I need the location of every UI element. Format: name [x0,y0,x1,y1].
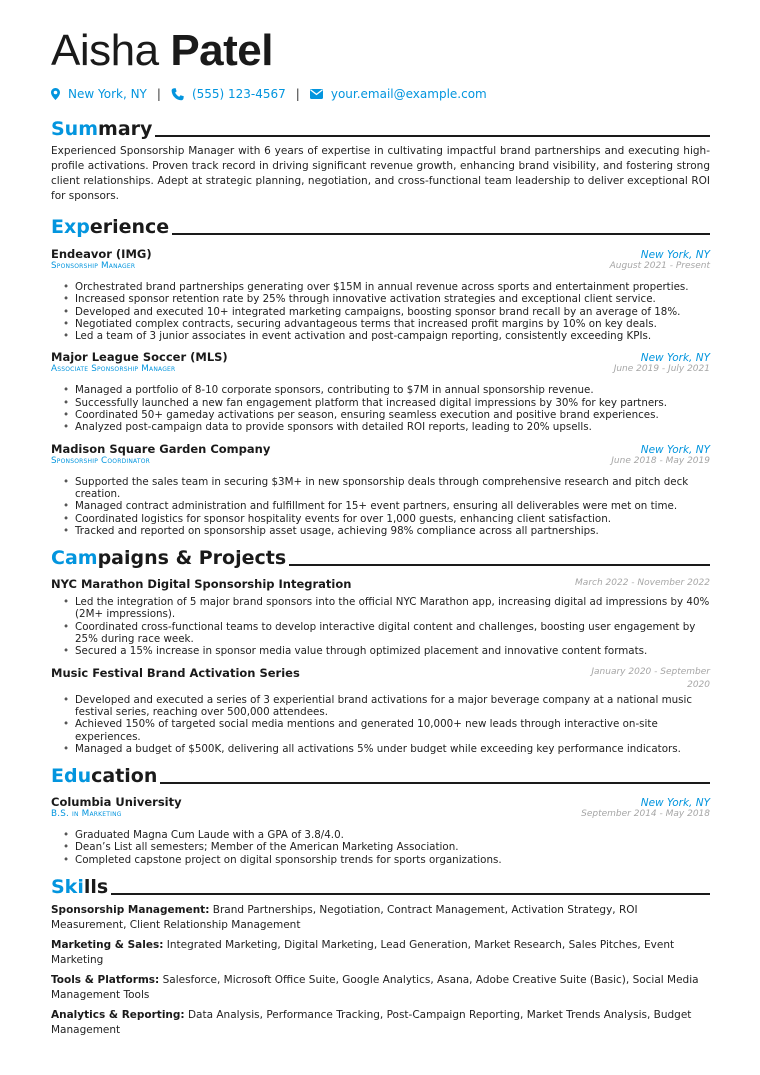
phone-text: (555) 123-4567 [191,87,286,101]
bullet-item: • Coordinated 50+ gameday activations per season, ensuring seamless execution and positive brand experiences. [51,409,710,421]
bullet-item: • Managed contract administration and fulfillment for 15+ event partners, ensuring all deliverables were met on time. [51,500,710,512]
contact-phone[interactable] [171,87,286,101]
first-name: Aisha [51,26,159,75]
skill-row [51,973,710,1003]
bullet-list [51,829,710,866]
job-title: Sponsorship Coordinator [51,455,151,466]
bullet-item: • Achieved 150% of targeted social media mentions and generated 10,000+ new leads through interactive on-site experiences. [51,718,710,743]
location-text: New York, NY [68,87,147,101]
skill-value: Data Analysis, Performance Tracking, Post-Campaign Reporting, Market Trends Analysis, Budget Management [51,1009,692,1037]
section-rule [289,564,710,566]
project-name: Music Festival Brand Activation Series [51,665,300,680]
skill-label: Sponsorship Management: [51,904,210,917]
bullet-item: • Coordinated logistics for sponsor hospitality events for over 1,000 guests, enhancing client satisfaction. [51,513,710,525]
degree: B.S. in Marketing [51,809,122,820]
bullet-item: • Negotiated complex contracts, securing advantageous terms that increased profit margins by 10% on key deals. [51,318,710,330]
employer-name: Madison Square Garden Company [51,441,271,456]
project-entry [51,666,710,755]
job-title: Sponsorship Manager [51,261,136,271]
project-name: NYC Marathon Digital Sponsorship Integration [51,577,352,592]
last-name: Patel [170,26,273,75]
phone-icon [171,88,184,101]
contact-separator: | [295,87,300,101]
bullet-list [51,476,710,537]
job-dates: June 2018 - May 2019 [611,455,710,466]
bullet-item: • Successfully launched a new fan engagement platform that increased digital impressions by 30% for key partners. [51,397,710,409]
contact-email[interactable] [310,87,487,101]
bullet-item: • Coordinated cross-functional teams to develop interactive digital content and challenges, boosting user engagement by 25% during race week. [51,621,710,646]
experience-entry [51,350,710,433]
bullet-item: • Developed and executed 10+ integrated marketing campaigns, boosting sponsor brand recall by an average of 18%. [51,306,710,318]
employer-name: Endeavor (IMG) [51,247,152,261]
project-dates: March 2022 - November 2022 [575,578,710,589]
section-heading-education: Education [51,763,710,787]
bullet-item: • Completed capstone project on digital sponsorship trends for sports organizations. [51,854,710,866]
section-heading-experience: Experience [51,214,710,238]
bullet-item: • Graduated Magna Cum Laude with a GPA of 3.8/4.0. [51,829,710,841]
job-title: Associate Sponsorship Manager [51,364,176,375]
skill-value: Salesforce, Microsoft Office Suite, Google Analytics, Asana, Adobe Creative Suite (Basic), Social Media Management Tools [51,974,699,1002]
job-dates: June 2019 - July 2021 [613,364,710,375]
contact-bar [51,86,710,102]
map-pin-icon [51,88,60,100]
section-rule [155,135,710,137]
summary-text: Experienced Sponsorship Manager with 6 years of expertise in cultivating impactful brand partnerships and executing high-profile activations. Proven track record in driving significant revenue growth, enhancing brand visibility, and fostering strong client relationships. Adept at strategic planning, negotiation, and cross-functional team leadership to deliver exceptional ROI for sponsors. [51,145,710,202]
job-location: New York, NY [640,249,710,261]
section-heading-projects: Campaigns & Projects [51,545,710,569]
bullet-list [51,596,710,657]
skills-list [51,903,710,1038]
bullet-item: • Dean’s List all semesters; Member of the American Marketing Association. [51,841,710,853]
skill-value: Brand Partnerships, Negotiation, Contract Management, Activation Strategy, ROI Measurement, Client Relationship Management [51,904,638,932]
skill-row [51,1008,710,1038]
bullet-item: • Managed a portfolio of 8-10 corporate sponsors, contributing to $7M in annual sponsorship revenue. [51,384,710,396]
project-dates: January 2020 - September 2020 [591,666,710,690]
bullet-item: • Orchestrated brand partnerships generating over $15M in annual revenue across sports and entertainment properties. [51,281,710,293]
bullet-list [51,384,710,433]
bullet-list [51,694,710,755]
skill-row [51,938,710,968]
employer-name: Major League Soccer (MLS) [51,350,228,365]
school-name: Columbia University [51,795,182,810]
candidate-name [51,28,710,74]
skill-row [51,903,710,933]
section-rule [160,782,710,784]
section-rule [111,893,710,895]
section-heading-summary: Summary [51,116,710,140]
job-dates: August 2021 - Present [609,261,710,271]
bullet-list [51,281,710,342]
bullet-item: • Analyzed post-campaign data to provide sponsors with detailed ROI reports, leading to 20% upsells. [51,421,710,433]
bullet-item: • Increased sponsor retention rate by 25% through innovative activation strategies and exceptional client service. [51,293,710,305]
bullet-item: • Tracked and reported on sponsorship asset usage, achieving 98% compliance across all partnerships. [51,525,710,537]
section-rule [172,233,710,235]
job-location: New York, NY [640,443,710,456]
skill-value: Integrated Marketing, Digital Marketing, Lead Generation, Market Research, Sales Pitches, Event Marketing [51,939,675,967]
skill-label: Analytics & Reporting: [51,1009,185,1022]
experience-entry [51,247,710,342]
bullet-item: • Led the integration of 5 major brand sponsors into the official NYC Marathon app, increasing digital ad impressions by 40% (2M+ impressions). [51,596,710,621]
experience-entry [51,442,710,537]
school-location: New York, NY [640,797,710,810]
bullet-item: • Led a team of 3 junior associates in event activation and post-campaign reporting, consistently exceeding KPIs. [51,330,710,342]
bullet-item: • Managed a budget of $500K, delivering all activations 5% under budget while exceeding key performance indicators. [51,743,710,755]
contact-separator: | [156,87,161,101]
envelope-icon [310,89,323,99]
project-entry [51,577,710,657]
job-location: New York, NY [640,352,710,365]
bullet-item: • Developed and executed a series of 3 experiential brand activations for a major beverage company at a national music festival series, reaching over 500,000 attendees. [51,694,710,719]
education-entry [51,795,710,866]
bullet-item: • Supported the sales team in securing $3M+ in new sponsorship deals through comprehensive research and pitch deck creation. [51,476,710,501]
education-dates: September 2014 - May 2018 [581,809,710,820]
contact-location [51,87,147,101]
bullet-item: • Secured a 15% increase in sponsor media value through optimized placement and innovative content formats. [51,645,710,657]
skill-label: Marketing & Sales: [51,939,164,952]
email-text: your.email@example.com [330,87,487,101]
section-heading-skills: Skills [51,874,710,898]
skill-label: Tools & Platforms: [51,974,160,987]
